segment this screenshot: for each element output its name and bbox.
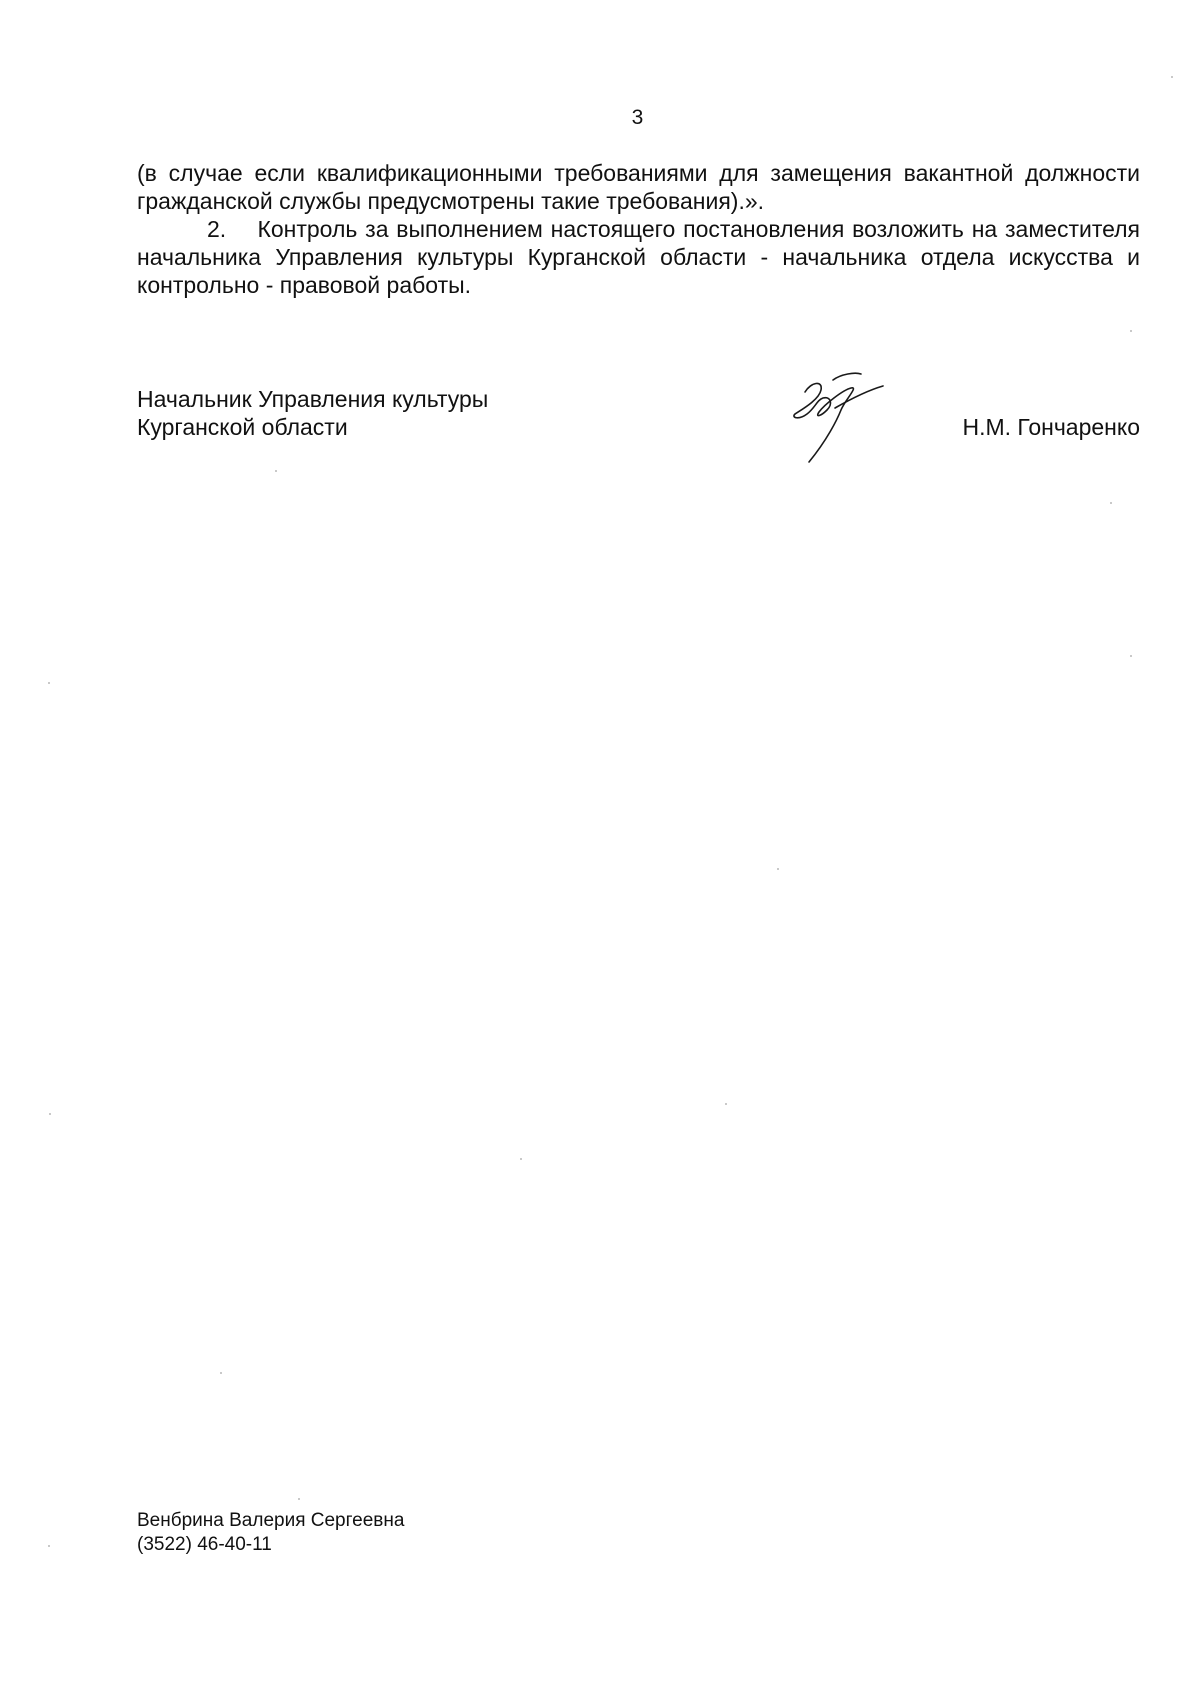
paragraph-item-2 <box>137 215 1140 299</box>
scan-speck <box>49 1113 51 1115</box>
scan-speck <box>1171 76 1173 78</box>
scan-speck <box>48 1545 50 1547</box>
scan-speck <box>725 1103 727 1105</box>
signatory-title-line-2: Курганской области <box>137 414 348 440</box>
scan-speck <box>777 868 779 870</box>
handwritten-signature <box>785 370 900 470</box>
scan-speck <box>48 682 50 684</box>
scan-speck <box>220 1372 222 1374</box>
paragraph-continuation: (в случае если квалификационными требованиями для замещения вакантной должности гражданской службы предусмотрены такие требования).». <box>137 160 1140 214</box>
page-number: 3 <box>631 106 644 129</box>
signature-stroke-main <box>794 383 853 462</box>
scan-speck <box>520 1158 522 1160</box>
signature-stroke-top <box>833 373 861 380</box>
scan-speck <box>298 1498 300 1500</box>
executor-info <box>137 1509 404 1557</box>
signature-stroke-tail <box>835 386 883 408</box>
scan-speck <box>1130 330 1132 332</box>
signatory-title <box>137 385 488 441</box>
scan-speck <box>1110 502 1112 504</box>
scan-speck <box>1130 655 1132 657</box>
signatory-name: Н.М. Гончаренко <box>962 414 1140 440</box>
signatory-title-line-1: Начальник Управления культуры <box>137 386 489 412</box>
item-2-text: Контроль за выполнением настоящего постановления возложить на заместителя начальника Управления культуры Курганской области - начальника отдела искусства и контрольно - правовой работы. <box>137 216 1141 298</box>
executor-name: Венбрина Валерия Сергеевна <box>137 1510 405 1531</box>
executor-phone: (3522) 46-40-11 <box>137 1534 272 1555</box>
scan-speck <box>275 470 277 472</box>
item-2-number: 2. <box>207 216 227 242</box>
item-2-gap <box>226 216 257 242</box>
